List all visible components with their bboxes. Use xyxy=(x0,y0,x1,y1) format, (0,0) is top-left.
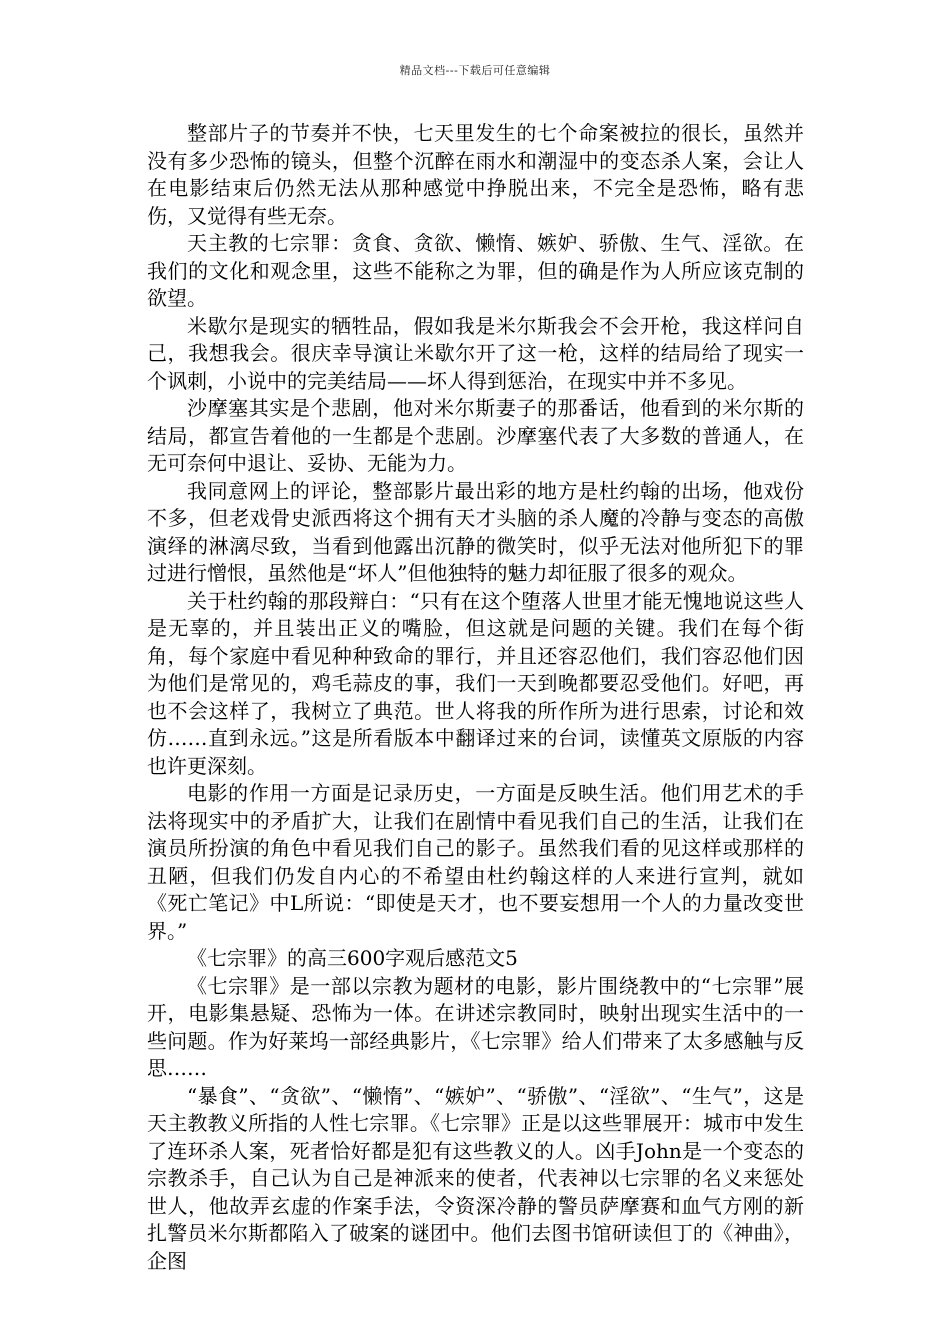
paragraph: 沙摩塞其实是个悲剧，他对米尔斯妻子的那番话，他看到的米尔斯的结局，都宣告着他的一生都是个悲剧。沙摩塞代表了大多数的普通人，在无可奈何中退让、妥协、无能为力。 xyxy=(147,396,804,475)
page-header: 精品文档---下载后可任意编辑 xyxy=(399,64,551,77)
section-heading: 《七宗罪》的高三600字观后感范文5 xyxy=(187,946,518,970)
paragraph: 米歇尔是现实的牺牲品，假如我是米尔斯我会不会开枪，我这样问自己，我想我会。很庆幸导演让米歇尔开了这一枪，这样的结局给了现实一个讽刺，小说中的完美结局——坏人得到惩治，在现实中并不多见。 xyxy=(147,313,804,393)
paragraph: 整部片子的节奏并不快，七天里发生的七个命案被拉的很长，虽然并没有多少恐怖的镜头，但整个沉醉在雨水和潮湿中的变态杀人案，会让人在电影结束后仍然无法从那种感觉中挣脱出来，不完全是恐怖，略有悲伤，又觉得有些无奈。 xyxy=(147,121,804,228)
paragraph: 关于杜约翰的那段辩白：“只有在这个堕落人世里才能无愧地说这些人是无辜的，并且装出正义的嘴脸，但这就是问题的关键。我们在每个街角，每个家庭中看见种种致命的罪行，并且还容忍他们，我们容忍他们因为他们是常见的，鸡毛蒜皮的事，我们一天到晚都要忍受他们。好吧，再也不会这样了，我树立了典范。世人将我的所作所为进行思索，讨论和效仿……直到永远。”这是所看版本中翻译过来的台词，读懂英文原版的内容也许更深刻。 xyxy=(147,588,804,778)
paragraph: 《七宗罪》是一部以宗教为题材的电影，影片围绕教中的“七宗罪”展开，电影集悬疑、恐怖为一体。在讲述宗教同时，映射出现实生活中的一些问题。作为好莱坞一部经典影片，《七宗罪》给人们带来了太多感触与反思…… xyxy=(147,973,804,1080)
paragraph: 电影的作用一方面是记录历史，一方面是反映生活。他们用艺术的手法将现实中的矛盾扩大，让我们在剧情中看见我们自己的生活，让我们在演员所扮演的角色中看见我们自己的影子。虽然我们看的见这样或那样的丑陋，但我们仍发自内心的不希望由杜约翰这样的人来进行宣判，就如《死亡笔记》中L所说：“即使是天才，也不要妄想用一个人的力量改变世界。” xyxy=(147,781,804,943)
document-body xyxy=(147,120,804,1275)
paragraph: 我同意网上的评论，整部影片最出彩的地方是杜约翰的出场，他戏份不多，但老戏骨史派西将这个拥有天才头脑的杀人魔的冷静与变态的高傲演绎的淋漓尽致，当看到他露出沉静的微笑时，似乎无法对他所犯下的罪过进行憎恨，虽然他是“坏人”但他独特的魅力却征服了很多的观众。 xyxy=(147,478,804,585)
paragraph: 天主教的七宗罪：贪食、贪欲、懒惰、嫉妒、骄傲、生气、淫欲。在我们的文化和观念里，这些不能称之为罪，但的确是作为人所应该克制的欲望。 xyxy=(147,231,804,310)
paragraph: “暴食”、“贪欲”、“懒惰”、“嫉妒”、“骄傲”、“淫欲”、“生气”，这是天主教教义所指的人性七宗罪。《七宗罪》正是以这些罪展开：城市中发生了连环杀人案，死者恰好都是犯有这些教义的人。凶手John是一个变态的宗教杀手，自己认为自己是神派来的使者，代表神以七宗罪的名义来惩处世人，他故弄玄虚的作案手法，令资深冷静的警员萨摩赛和血气方刚的新扎警员米尔斯都陷入了破案的谜团中。他们去图书馆研读但丁的《神曲》，企图 xyxy=(147,1083,804,1273)
